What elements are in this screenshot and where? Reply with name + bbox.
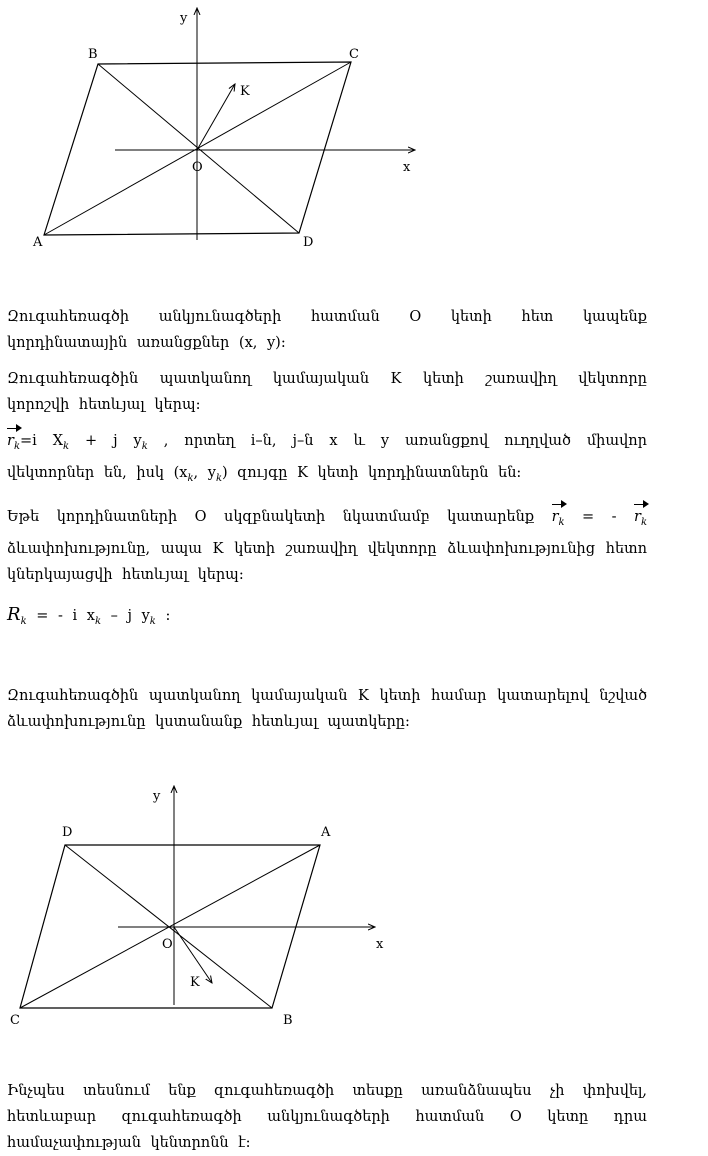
- sub-k: k: [13, 440, 20, 452]
- vector-r-letter: r: [7, 433, 14, 449]
- sub-k: k: [141, 440, 148, 452]
- paragraph-4-text: Եթե կորդինատների O սկզբնակետի նկատմամբ կատարենք: [7, 509, 535, 525]
- formula-rk: [7, 602, 647, 635]
- figure-2-svg: [0, 770, 708, 1040]
- label-o: O: [192, 160, 203, 175]
- vector-r: [552, 504, 565, 536]
- vector-r: [7, 428, 20, 460]
- diagonal-bd: [98, 64, 299, 233]
- label-a: A: [321, 825, 331, 840]
- paragraph-2: [7, 366, 647, 418]
- figure-parallelogram-2: [0, 770, 708, 1040]
- sub-k: k: [63, 440, 70, 452]
- sub-k: k: [640, 516, 648, 528]
- formula-part: , y: [193, 464, 216, 481]
- label-o: O: [162, 937, 173, 952]
- vector-r: [634, 504, 647, 536]
- paragraph-2-text: Զուգահեռագծին պատկանող կամայական K կետի շառավիղ վեկտորը կորոշվի հետևյալ կերպ:: [7, 371, 647, 413]
- vector-ok: [197, 84, 235, 150]
- paragraph-1: [7, 304, 647, 356]
- paragraph-4: [7, 504, 647, 588]
- label-x: x: [403, 160, 411, 175]
- label-k: K: [190, 975, 200, 990]
- figure-1-svg: [0, 0, 708, 260]
- paragraph-7-text: Ինչպես տեսնում ենք զուգահեռագծի տեսքը առանձնապես չի փոխվել, հետևաբար զուգահեռագծի անկյունագծերի հատման O կետը դրա համաչափության կենտրոնն է:: [7, 1083, 647, 1151]
- label-d: D: [62, 825, 73, 840]
- formula-part: + j y: [85, 433, 142, 449]
- paragraph-6-text: Զուգահեռագծին պատկանող կամայական K կետի համար կատարելով նշված ձևափոխությունը կստանանք հետևյալ պատկերը:: [7, 688, 647, 730]
- label-x: x: [376, 937, 384, 952]
- label-b: B: [88, 47, 98, 62]
- vector-r-letter: r: [634, 509, 641, 525]
- label-y: y: [180, 11, 188, 26]
- figure-parallelogram-1: [0, 0, 708, 260]
- sub-k: k: [20, 615, 27, 627]
- sub-k: k: [187, 472, 194, 484]
- label-a: A: [33, 235, 43, 250]
- sub-k: k: [149, 615, 156, 627]
- label-d: D: [303, 235, 314, 250]
- sub-k: k: [215, 472, 223, 484]
- paragraph-7: [7, 1078, 647, 1156]
- paragraph-4-text: ձևափոխությունը, ապա K կետի շառավիղ վեկտորը ձևափոխությունից հետո կներկայացվի հետևյալ կերպ:: [7, 540, 647, 583]
- formula-R: R: [7, 604, 21, 625]
- formula-part: = -: [582, 509, 617, 525]
- paragraph-3-end: ) զույգը K կետի կորդինատներն են:: [222, 464, 522, 481]
- paragraph-6: [7, 683, 647, 735]
- paragraph-3: [7, 428, 647, 492]
- paragraph-1-text: Զուգահեռագծի անկյունագծերի հատման O կետի հետ կապենք կորդինատային առանցքներ (x, y):: [7, 309, 647, 351]
- paragraph-3-text: , որտեղ i–ն, j–ն x և y առանցքով ուղղված միավոր վեկտորներ են, իսկ (x: [7, 433, 647, 481]
- label-y: y: [153, 789, 161, 804]
- formula-part: – j y: [110, 608, 150, 624]
- formula-end: :: [165, 608, 171, 624]
- vector-r-letter: r: [551, 509, 559, 525]
- label-c: C: [10, 1013, 20, 1028]
- sub-k: k: [558, 516, 565, 528]
- label-c: C: [349, 47, 359, 62]
- sub-k: k: [94, 615, 101, 627]
- formula-part: = - i x: [36, 608, 95, 624]
- label-b: B: [283, 1013, 293, 1028]
- label-k: K: [240, 84, 250, 99]
- formula-part: =i X: [20, 433, 64, 449]
